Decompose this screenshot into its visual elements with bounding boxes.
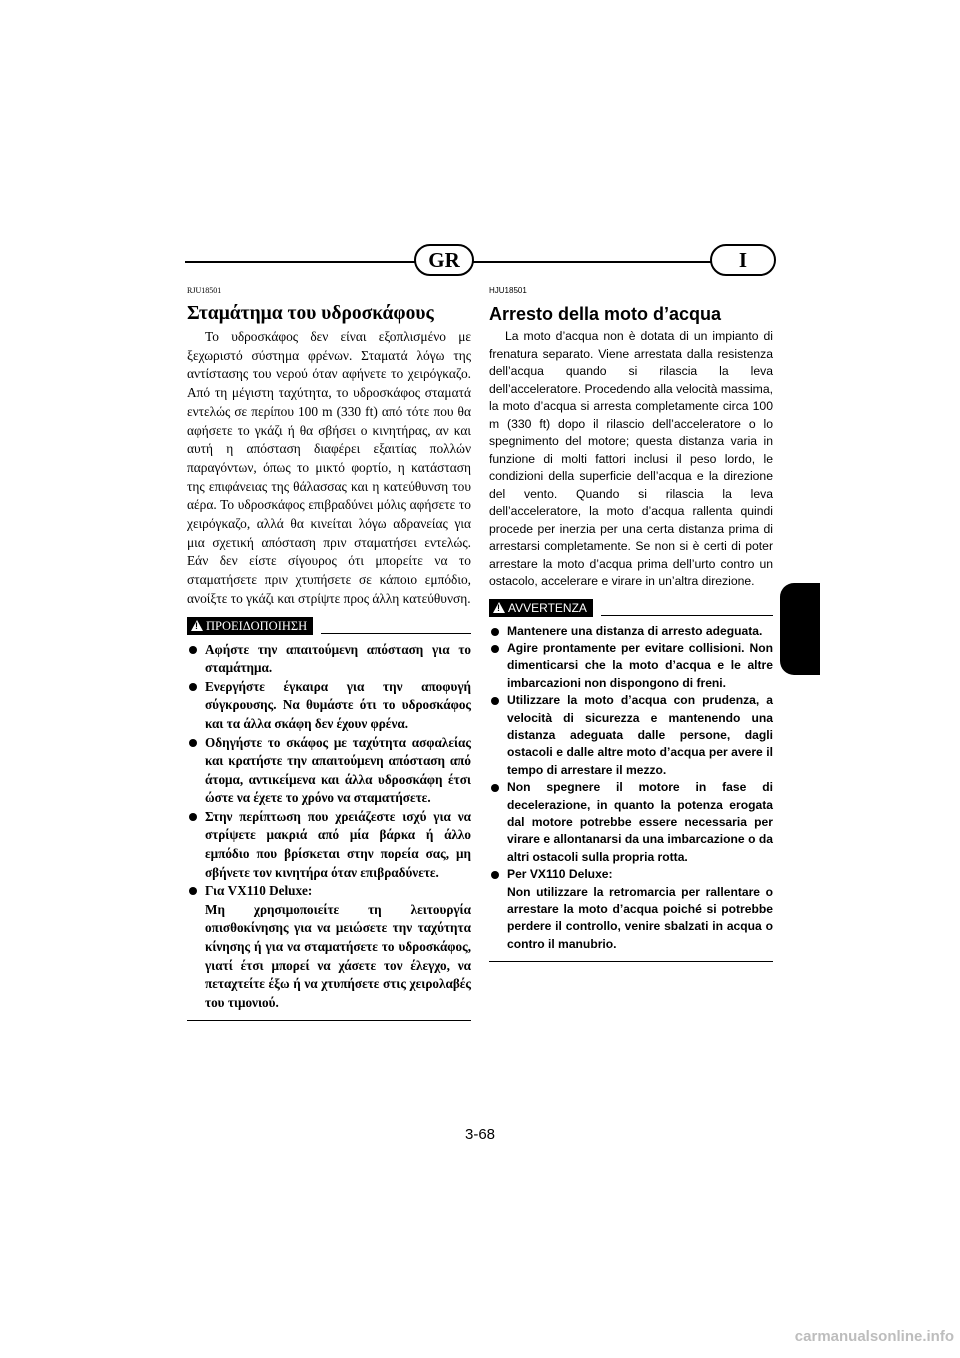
warning-item [187, 641, 471, 678]
warning-rule [601, 615, 773, 616]
warning-list [187, 641, 471, 1013]
warning-triangle-icon [191, 620, 203, 631]
warning-text: Οδηγήστε το σκάφος με ταχύτητα ασφαλείας και κρατήστε την απαιτούμενη απόσταση από άτομα, αντικείμενα και άλλα υδροσκάφη έτσι ώστε να έχετε το χρόνο να σταματήσετε. [205, 734, 471, 806]
warning-item [489, 623, 773, 640]
warning-header [489, 599, 773, 617]
warning-label: AVVERTENZA [508, 600, 587, 615]
warning-triangle-icon [493, 602, 505, 613]
warning-text: Στην περίπτωση που χρειάζεστε ισχύ για να στρίψετε μακριά από μία βάρκα ή άλλο εμπόδιο που βρίσκεται στην πορεία σας, μη σβήνετε τον κινητήρα όταν επιβραδύνετε. [205, 808, 471, 880]
warning-label: ΠΡΟΕΙΔΟΠΟΙΗΣΗ [206, 618, 308, 633]
warning-item [489, 779, 773, 866]
warning-rule [321, 633, 471, 634]
warning-item [187, 678, 471, 734]
bullet-icon [189, 646, 197, 654]
site-watermark: carmanualsonline.info [794, 1328, 954, 1345]
section-thumb-tab [780, 583, 820, 675]
bullet-icon [491, 628, 499, 636]
warning-text: Mantenere una distanza di arresto adeguata. [507, 623, 763, 638]
warning-text: Utilizzare la moto d’acqua con prudenza, a velocità di sicurezza e mantenendo una distanza adeguata dalle persone, dagli ostacoli e dalle altre moto d’acqua per avere il tempo di arrestare il mezzo. [507, 693, 773, 777]
bullet-icon [491, 645, 499, 653]
section-code: RJU18501 [187, 286, 222, 295]
bullet-icon [491, 784, 499, 792]
page-number: 3-68 [464, 1126, 496, 1143]
warning-text: Non spegnere il motore in fase di decelerazione, in quanto la potenza erogata dal motore potrebbe essere necessaria per virare e allontanarsi da una imbarcazione o da altri ostacoli sulla propria rotta. [507, 780, 773, 864]
language-badge-greek [414, 244, 474, 276]
greek-column [187, 286, 471, 1021]
body-paragraph: La moto d’acqua non è dotata di un impianto di frenatura separato. Viene arrestata dalla resistenza dell’acqua quando si rilascia la leva dell’acceleratore. Procedendo alla velocità massima, la moto d’acqua si arresta completamente circa 100 m (330 ft) dopo il rilascio dell’acceleratore o lo spegnimento del motore; questa distanza varia in funzione di molti fattori inclusi il peso lordo, le condizioni della superficie dell’acqua e la direzione del vento. Quando si rilascia la leva dell’acceleratore, la moto d’acqua rallenta quindi procede per inerzia per una certa distanza prima di arrestarsi completamente. Se non si è certi di poter arrestare la moto d’acqua prima dell’urto contro un ostacolo, accelerare e virare in un’altra direzione. [489, 329, 773, 588]
warning-item [489, 866, 773, 953]
warning-end-rule [489, 961, 773, 962]
section-code: HJU18501 [489, 286, 527, 295]
warning-item [187, 882, 471, 1012]
header-rule [185, 261, 775, 263]
warning-end-rule [187, 1020, 471, 1021]
warning-text: Αφήστε την απαιτούμενη απόσταση για το σταμάτημα. [205, 641, 471, 676]
warning-badge [489, 599, 593, 617]
italian-column [489, 286, 773, 962]
bullet-icon [491, 697, 499, 705]
warning-text: Ενεργήστε έγκαιρα για την αποφυγή σύγκρουσης. Να θυμάστε ότι το υδροσκάφος και τα άλλα σκάφη δεν έχουν φρένα. [205, 678, 471, 731]
bullet-icon [491, 871, 499, 879]
warning-badge [187, 617, 313, 635]
warning-text: Per VX110 Deluxe: Non utilizzare la retromarcia per rallentare o arrestare la moto d’acqua poiché si potrebbe perdere il controllo, venire sbalzati in acqua o contro il manubrio. [507, 867, 773, 951]
section-title: Arresto della moto d’acqua [489, 304, 722, 324]
bullet-icon [189, 683, 197, 691]
warning-header [187, 617, 471, 635]
warning-item [489, 640, 773, 692]
bullet-icon [189, 887, 197, 895]
warning-item [187, 808, 471, 882]
warning-item [187, 734, 471, 808]
warning-list [489, 623, 773, 954]
bullet-icon [189, 813, 197, 821]
language-badge-italian [710, 244, 776, 276]
section-title: Σταμάτημα του υδροσκάφους [187, 303, 434, 324]
warning-text: Agire prontamente per evitare collisioni. Non dimenticarsi che la moto d’acqua e le altre imbarcazioni non dispongono di freni. [507, 640, 773, 690]
language-code-greek: GR [428, 247, 460, 272]
warning-text: Για VX110 Deluxe: Μη χρησιμοποιείτε τη λειτουργία οπισθοκίνησης για να μειώσετε την ταχύτητα κίνησης ή για να σταματήσετε το υδροσκάφος, γιατί έτσι μπορεί να χάσετε τον έλεγχο, να πεταχτείτε έξω ή να χτυπήσετε στις χειρολαβές του τιμονιού. [205, 883, 471, 1010]
warning-item [489, 692, 773, 779]
bullet-icon [189, 739, 197, 747]
body-paragraph: Το υδροσκάφος δεν είναι εξοπλισμένο με ξεχωριστό σύστημα φρένων. Σταματά λόγω της αντίστασης του νερού όταν αφήνετε το χειρόγκαζο. Από τη μέγιστη ταχύτητα, το υδροσκάφος σταματά εντελώς σε περίπου 100 m (330 ft) από τότε που θα αφήσετε το γκάζι ή θα σβήσει ο κινητήρας, αν και αυτή η απόσταση διαφέρει εξαιτίας πολλών παραγόντων, όπως το μικτό φορτίο, η κατάσταση της επιφάνειας της θάλασσας και η κατεύθυνση του αέρα. Το υδροσκάφος επιβραδύνει μόλις αφήσετε το χειρόγκαζο, αλλά θα κινείται λόγω αδρανείας για μια σχετική απόσταση πριν σταματήσει εντελώς. Εάν δεν είστε σίγουρος ότι μπορείτε να το σταματήσετε πριν χτυπήσετε σε κάποιο εμπόδιο, ανοίξτε το γκάζι και στρίψτε προς άλλη κατεύθυνση. [187, 329, 471, 606]
language-code-italian: I [738, 247, 748, 272]
